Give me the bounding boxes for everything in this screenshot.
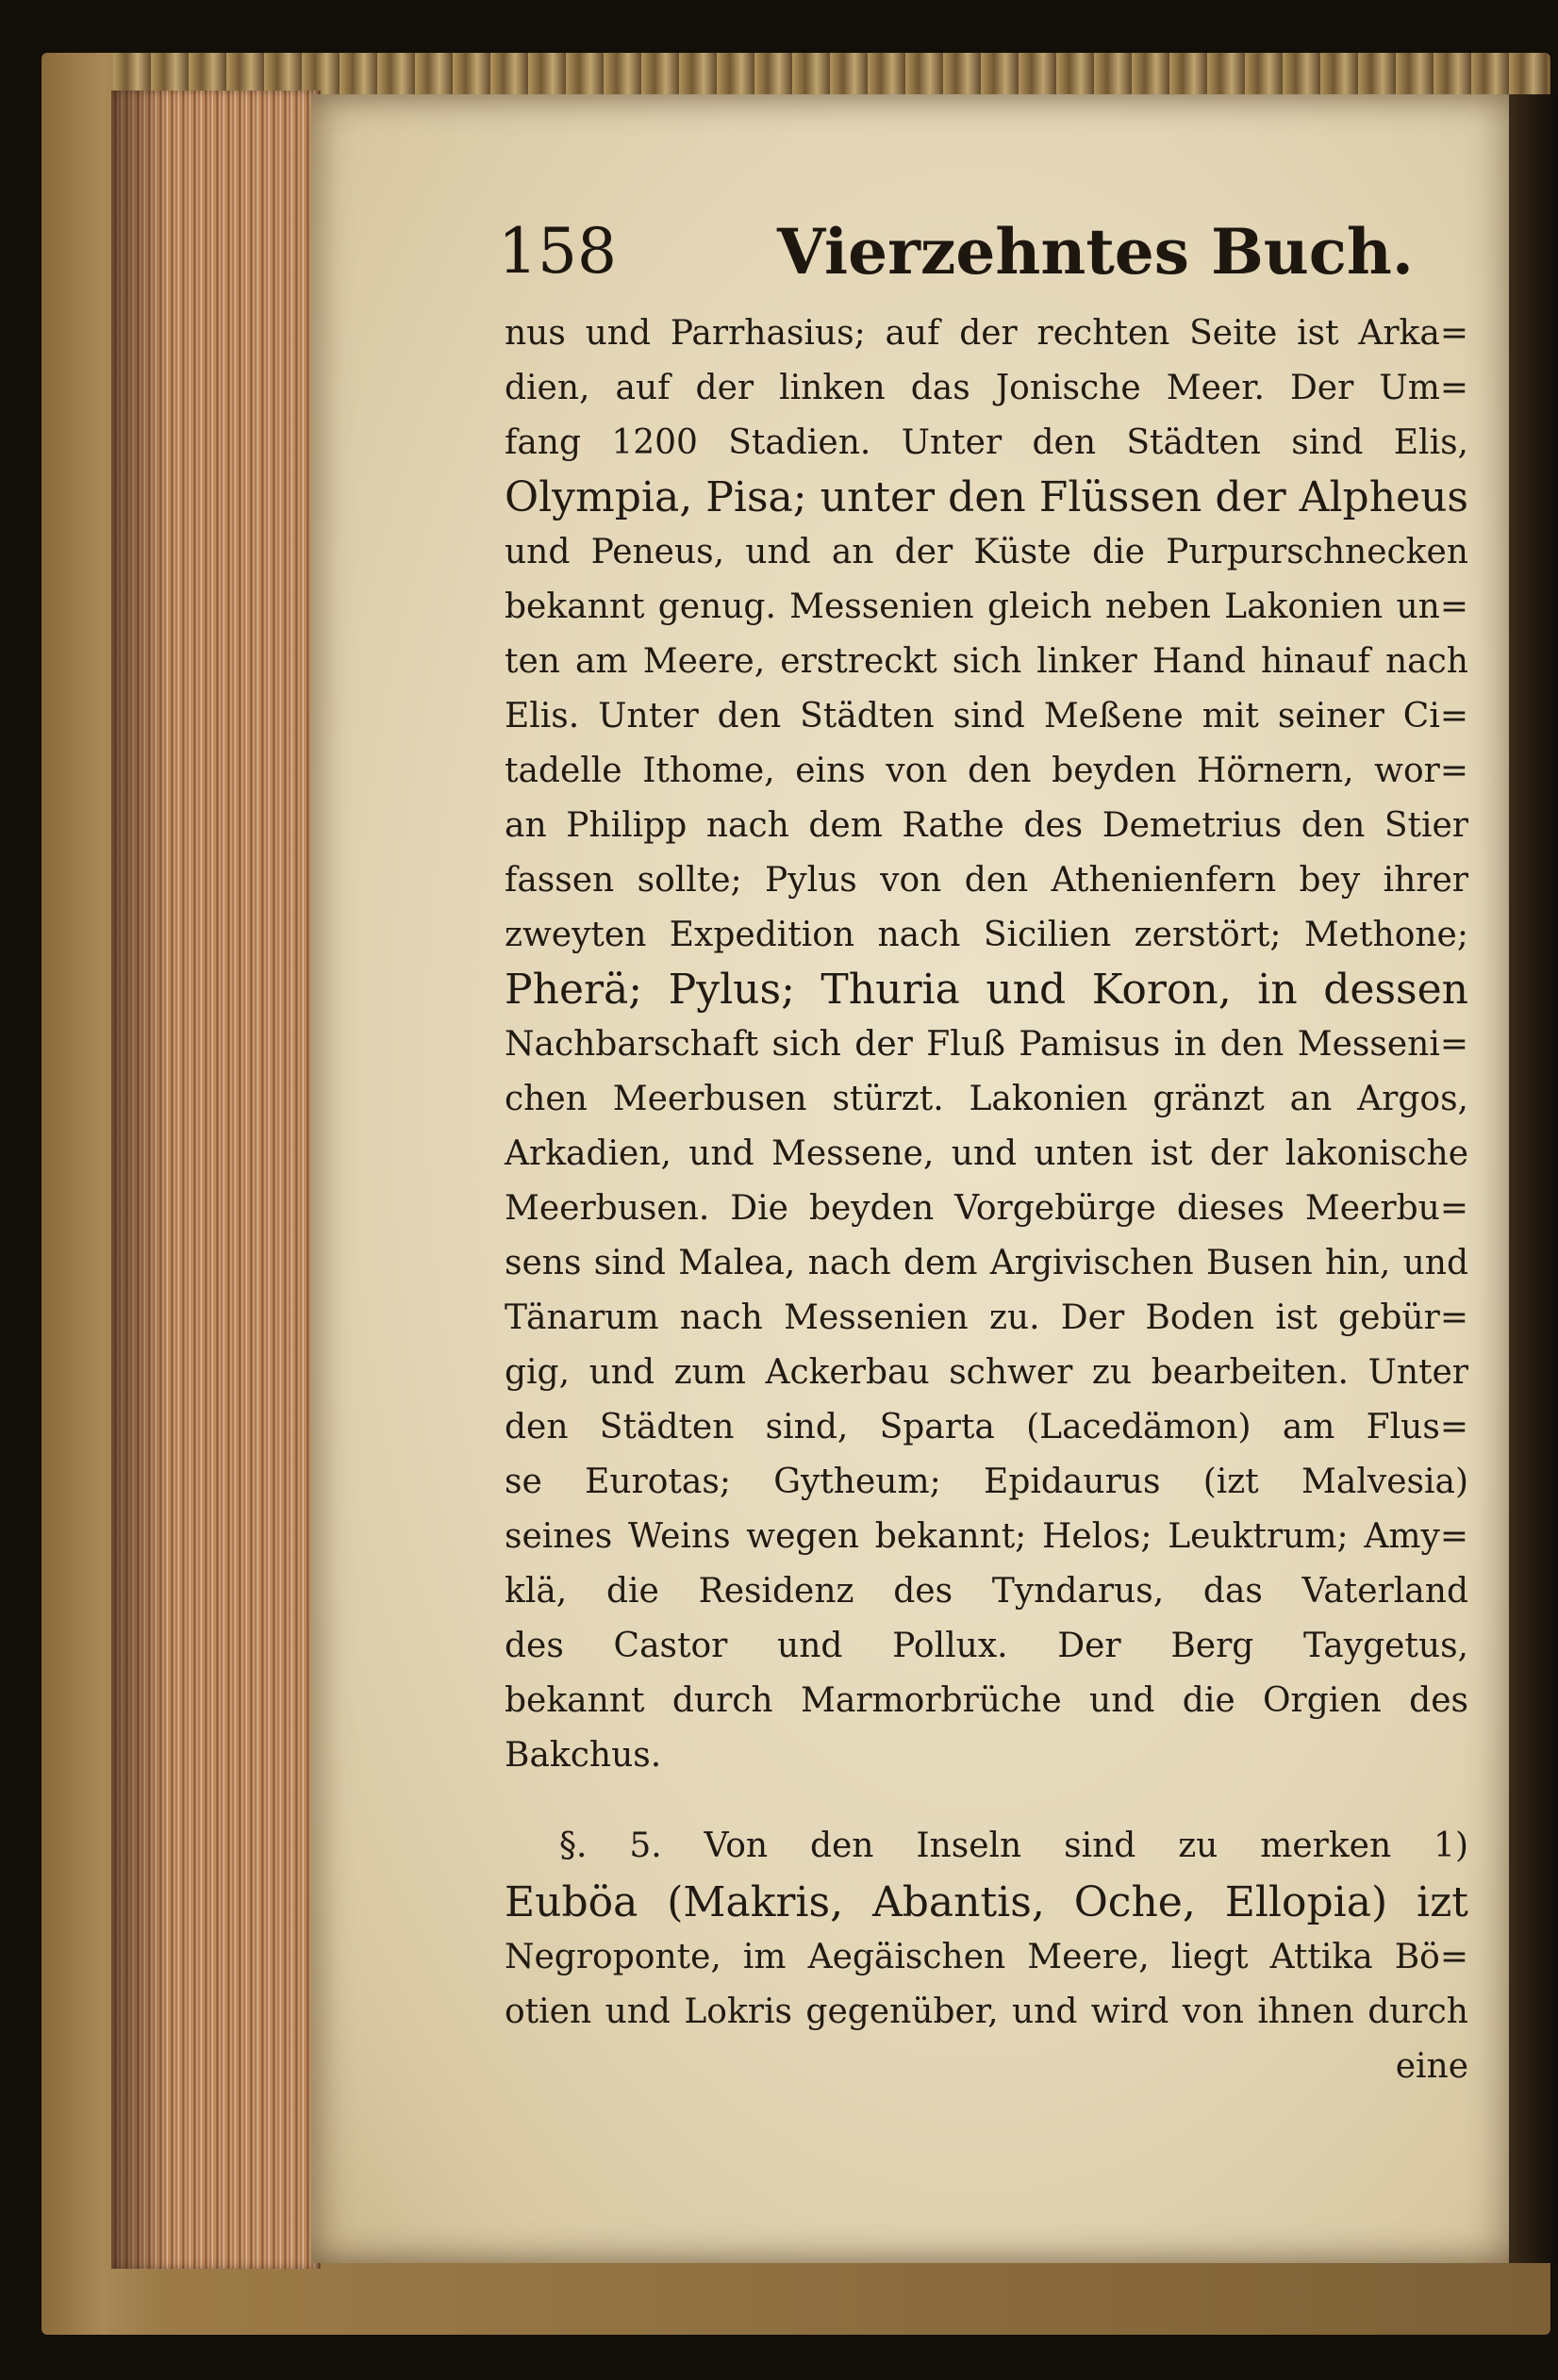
text-line: an Philipp nach dem Rathe des Demetrius den Stier [505, 806, 1468, 845]
text-line: Negroponte, im Aegäischen Meere, liegt Attika Bö= [505, 1938, 1468, 1976]
text-line: dien, auf der linken das Jonische Meer. Der Um= [505, 369, 1468, 407]
text-line: tadelle Ithome, eins von den beyden Hörnern, wor= [505, 752, 1468, 790]
text-line: Meerbusen. Die beyden Vorgebürge dieses Meerbu= [505, 1189, 1468, 1228]
text-line: klä, die Residenz des Tyndarus, das Vaterland [505, 1572, 1468, 1611]
text-line: se Eurotas; Gytheum; Epidaurus (izt Malvesia) [505, 1463, 1468, 1501]
page-number: 158 [498, 215, 617, 288]
text-line: zweyten Expedition nach Sicilien zerstört; Methone; [505, 916, 1468, 954]
text-line: Tänarum nach Messenien zu. Der Boden ist gebür= [505, 1298, 1468, 1337]
text-line: Euböa (Makris, Abantis, Oche, Ellopia) izt [505, 1878, 1468, 1926]
text-line: bekannt genug. Messenien gleich neben Lakonien un= [505, 587, 1468, 626]
text-line: otien und Lokris gegenüber, und wird von ihnen durch [505, 1992, 1468, 2031]
text-line: sens sind Malea, nach dem Argivischen Busen hin, und [505, 1244, 1468, 1282]
text-line: Pherä; Pylus; Thuria und Koron, in dessen [505, 966, 1468, 1014]
text-line: und Peneus, und an der Küste die Purpurschnecken [505, 533, 1468, 571]
running-head: Vierzehntes Buch. [777, 215, 1414, 289]
text-line: Olympia, Pisa; unter den Flüssen der Alpheus [505, 473, 1468, 521]
page-edges-shadow [111, 91, 168, 2269]
text-line: chen Meerbusen stürzt. Lakonien gränzt an Argos, [505, 1080, 1468, 1118]
text-line: Bakchus. [505, 1736, 662, 1775]
section-heading-line: §. 5. Von den Inseln sind zu merken 1) [559, 1826, 1468, 1865]
text-line: fang 1200 Stadien. Unter den Städten sind Elis, [505, 423, 1468, 462]
page-header [498, 215, 1469, 290]
text-line: ten am Meere, erstreckt sich linker Hand hinauf nach [505, 642, 1468, 681]
catchword: eine [1395, 2047, 1468, 2086]
text-line: seines Weins wegen bekannt; Helos; Leuktrum; Amy= [505, 1517, 1468, 1556]
text-line: den Städten sind, Sparta (Lacedämon) am Flus= [505, 1408, 1468, 1446]
text-line: Nachbarschaft sich der Fluß Pamisus in den Messeni= [505, 1025, 1468, 1064]
text-line: fassen sollte; Pylus von den Athenienfern bey ihrer [505, 861, 1468, 900]
text-line: nus und Parrhasius; auf der rechten Seite ist Arka= [505, 314, 1468, 353]
text-line: Arkadien, und Messene, und unten ist der lakonische [505, 1134, 1468, 1173]
text-line: gig, und zum Ackerbau schwer zu bearbeiten. Unter [505, 1353, 1468, 1392]
gutter-shadow [1509, 94, 1558, 2263]
text-line: Elis. Unter den Städten sind Meßene mit seiner Ci= [505, 697, 1468, 735]
text-line: bekannt durch Marmorbrüche und die Orgien des [505, 1681, 1468, 1720]
text-line: des Castor und Pollux. Der Berg Taygetus, [505, 1627, 1468, 1665]
